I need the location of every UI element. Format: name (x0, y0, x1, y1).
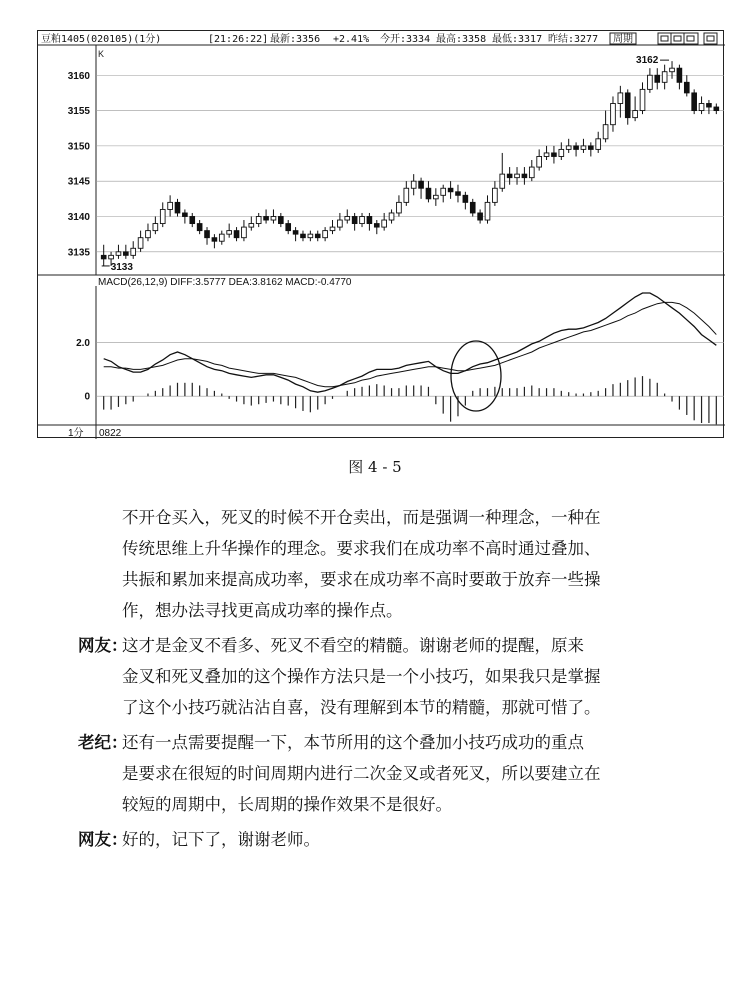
candle-body (426, 188, 431, 199)
price-annotations (102, 55, 669, 273)
candle-body (493, 188, 498, 202)
speaker-label: 网友： (78, 830, 128, 849)
price-tick-label: 3145 (67, 176, 90, 188)
candle-body (397, 202, 402, 213)
candle-body (566, 146, 571, 150)
price-tick-label: 3140 (67, 212, 90, 223)
candle-body (662, 72, 667, 83)
chart-symbol: 豆粕1405(020105)(1分) (41, 34, 162, 45)
low-annotation: 3133 (110, 261, 133, 273)
zoom-buttons[interactable] (658, 33, 698, 44)
macd-tick-label: 2.0 (76, 338, 90, 350)
candle-body (411, 181, 416, 188)
candle-body (559, 149, 564, 156)
chart-open: 今开:3334 (380, 34, 431, 45)
candle-body (448, 188, 453, 192)
price-tick-label: 3160 (67, 70, 90, 82)
time-footer-label: 0822 (99, 428, 122, 439)
candle-body (456, 192, 461, 196)
candle-body (544, 153, 549, 157)
price-axis-ticks (68, 71, 91, 259)
candle-body (603, 125, 608, 139)
candlestick-series (101, 61, 718, 266)
candle-body (684, 82, 689, 93)
candle-body (293, 231, 298, 235)
candle-body (271, 217, 276, 221)
stock-chart-figure (37, 30, 724, 438)
chart-canvas (38, 31, 725, 439)
text-line: 还有一点需要提醒一下，本节所用的这个叠加小技巧成功的重点 (122, 733, 584, 752)
candle-body (633, 111, 638, 118)
candle-body (168, 202, 173, 209)
candle-body (382, 220, 387, 227)
candle-body (123, 252, 128, 256)
candle-body (338, 220, 343, 227)
candle-body (286, 224, 291, 231)
candle-body (330, 227, 335, 231)
candle-body (419, 181, 424, 188)
candle-body (315, 234, 320, 238)
candle-body (552, 153, 557, 157)
candle-body (692, 93, 697, 111)
candle-body (256, 217, 261, 224)
candle-body (175, 202, 180, 213)
candle-body (433, 195, 438, 199)
text-line: 是要求在很短的时间周期内进行二次金叉或者死叉，所以要建立在 (122, 764, 601, 783)
macd-grid (96, 343, 724, 397)
speaker-label: 网友： (78, 636, 128, 655)
price-tick-label: 3155 (67, 106, 90, 118)
chart-high: 最高:3358 (436, 34, 487, 45)
candle-body (138, 238, 143, 249)
period-footer-label: 1分 (68, 428, 84, 439)
chart-time: [21:26:22] (208, 34, 269, 45)
candle-body (588, 146, 593, 150)
text-line: 共振和累加来提高成功率，要求在成功率不高时要敢于放弃一些操 (122, 570, 601, 589)
candle-body (581, 146, 586, 150)
candle-body (264, 217, 269, 221)
candle-body (699, 104, 704, 111)
candle-body (183, 213, 188, 217)
candle-body (507, 174, 512, 178)
candle-body (618, 93, 623, 104)
candle-body (529, 167, 534, 178)
candle-body (611, 104, 616, 125)
candle-body (205, 231, 210, 238)
text-line: 好的，记下了，谢谢老师。 (122, 830, 320, 849)
candle-body (242, 227, 247, 238)
text-line: 了这个小技巧就沾沾自喜，没有理解到本节的精髓，那就可惜了。 (122, 698, 601, 717)
candle-body (389, 213, 394, 220)
candle-body (485, 202, 490, 220)
candle-body (301, 234, 306, 238)
chart-low: 最低:3317 (492, 34, 543, 45)
text-line: 传统思维上升华操作的理念。要求我们在成功率不高时通过叠加、 (122, 539, 601, 558)
candle-body (360, 217, 365, 224)
candle-body (146, 231, 151, 238)
text-line: 较短的周期中，长周期的操作效果不是很好。 (122, 795, 452, 814)
candle-body (190, 217, 195, 224)
candle-body (249, 224, 254, 228)
candle-body (441, 188, 446, 195)
period-button-label: 周期 (613, 34, 633, 45)
crossover-highlight-circle (451, 341, 501, 411)
candle-body (308, 234, 313, 238)
candle-body (197, 224, 202, 231)
candle-body (537, 156, 542, 167)
candle-body (116, 252, 121, 256)
candle-body (352, 217, 357, 224)
candle-body (219, 234, 224, 241)
candle-body (323, 231, 328, 238)
dea-line (104, 302, 717, 386)
high-annotation: 3162 (636, 55, 659, 67)
candle-body (404, 188, 409, 202)
candle-body (500, 174, 505, 188)
price-tick-label: 3150 (67, 141, 90, 153)
window-restore-icon[interactable] (704, 33, 717, 44)
candle-body (522, 174, 527, 178)
candle-body (367, 217, 372, 224)
candle-body (278, 217, 283, 224)
candle-body (640, 89, 645, 110)
text-line: 这才是金叉不看多、死叉不看空的精髓。谢谢老师的提醒，原来 (122, 636, 584, 655)
chart-prev-settle: 昨结:3277 (548, 34, 599, 45)
candle-body (625, 93, 630, 118)
candle-body (101, 255, 106, 259)
candle-body (374, 224, 379, 228)
macd-title: MACD(26,12,9) DIFF:3.5777 DEA:3.8162 MACD:-0.4770 (98, 277, 352, 288)
candle-body (714, 107, 719, 111)
chart-change: +2.41% (333, 34, 370, 45)
text-line: 金叉和死叉叠加的这个操作方法只是一个小技巧，如果我只是掌握 (122, 667, 601, 686)
candle-body (212, 238, 217, 242)
text-line: 作，想办法寻找更高成功率的操作点。 (122, 601, 403, 620)
candle-body (677, 68, 682, 82)
candle-body (470, 202, 475, 213)
dialogue-netizen-2 (78, 824, 708, 855)
dialogue-netizen-1 (78, 630, 708, 723)
macd-tick-label: 0 (84, 391, 90, 403)
candle-body (227, 231, 232, 235)
candle-body (153, 224, 158, 231)
candle-body (131, 248, 136, 255)
zoom-button-group[interactable] (658, 33, 698, 44)
text-line: 不开仓买入，死叉的时候不开仓卖出，而是强调一种理念，一种在 (122, 508, 601, 527)
price-tick-label: 3135 (67, 247, 90, 259)
speaker-label: 老纪： (78, 733, 128, 752)
dialogue-teacher (78, 727, 708, 820)
figure-caption: 图 4 - 5 (348, 458, 402, 476)
candle-body (574, 146, 579, 150)
paragraph-intro (78, 502, 708, 626)
macd-histogram (104, 376, 717, 424)
candle-body (478, 213, 483, 220)
candle-body (655, 75, 660, 82)
candle-body (109, 255, 114, 259)
macd-axis-ticks (76, 338, 90, 403)
candle-body (463, 195, 468, 202)
body-text (78, 502, 708, 859)
cursor-mark-icon: K (98, 49, 105, 59)
candle-body (707, 104, 712, 108)
candle-body (160, 209, 165, 223)
candle-body (648, 75, 653, 89)
chart-latest: 最新:3356 (270, 34, 321, 45)
candle-body (345, 217, 350, 221)
candle-body (670, 68, 675, 72)
candle-body (596, 139, 601, 150)
candle-body (234, 231, 239, 238)
candle-body (515, 174, 520, 178)
